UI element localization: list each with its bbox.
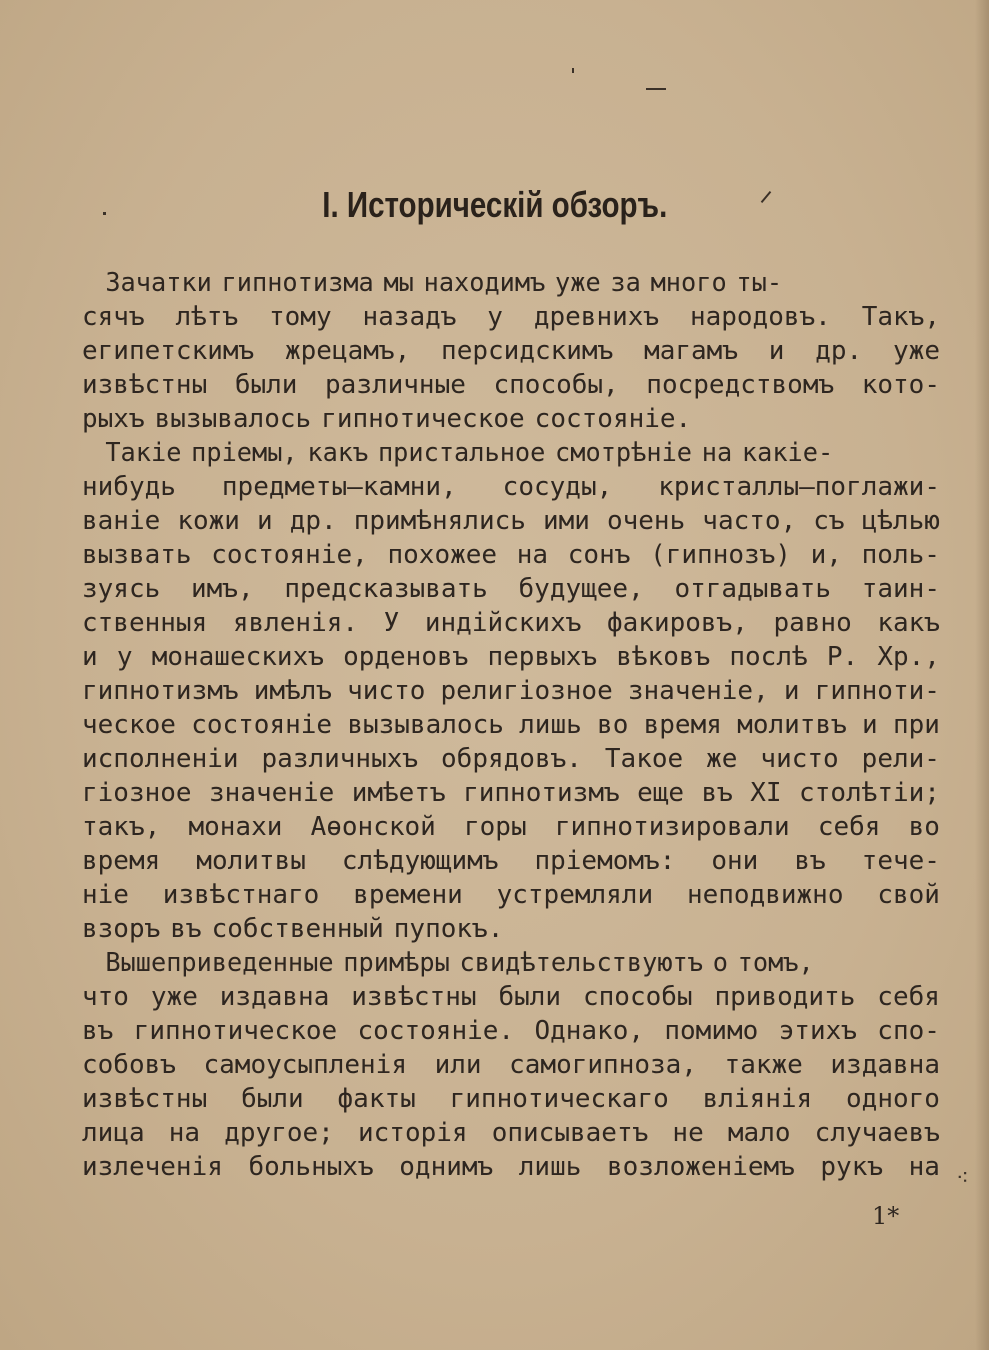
margin-mark: ⁖ [956,1166,969,1191]
text-line: такъ, монахи Аѳонской горы гипнотизировали себя во [82,812,940,842]
text-line: ческое состояніе вызывалось лишь во время молитвъ и при [82,710,940,740]
paragraph [82,436,940,946]
page-number: 1* [872,1202,900,1230]
text-line: лица на другое; исторія описываетъ не мало случаевъ [82,1118,940,1148]
text-line: время молитвы слѣдующимъ пріемомъ: они въ тече- [82,846,940,876]
body-text [82,266,940,1184]
text-line: взоръ въ собственный пупокъ. [82,914,504,944]
top-dash-mark [646,88,666,90]
text-line: извѣстны были различные способы, посредствомъ кото- [82,370,940,400]
paragraph [82,266,940,436]
text-line: гіозное значеніе имѣетъ гипнотизмъ еще въ XI столѣтіи; [82,778,940,808]
text-line: и у монашескихъ орденовъ первыхъ вѣковъ послѣ Р. Хр., [82,642,940,672]
text-line: извѣстны были факты гипнотическаго вліянія одного [82,1084,940,1114]
text-line: что уже издавна извѣстны были способы приводить себя [82,982,940,1012]
text-line: Вышеприведенные примѣры свидѣтельствуютъ о томъ, [105,948,814,978]
page-edge-shadow [975,0,989,1350]
text-line: рыхъ вызывалось гипнотическое состояніе. [82,404,692,434]
text-line: вызвать состояніе, похожее на сонъ (гипнозъ) и, поль- [82,540,940,570]
section-title: I. Историческій обзоръ. [322,184,668,225]
text-line: египетскимъ жрецамъ, персидскимъ магамъ и др. уже [82,336,940,366]
text-line: Такіе пріемы, какъ пристальное смотрѣніе на какіе- [105,438,834,468]
text-line: нибудь предметы—камни, сосуды, кристаллы—поглажи- [82,472,940,502]
text-line: въ гипнотическое состояніе. Однако, помимо этихъ спо- [82,1016,940,1046]
text-line: Зачатки гипнотизма мы находимъ уже за много ты- [105,268,783,298]
text-line: гипнотизмъ имѣлъ чисто религіозное значеніе, и гипноти- [82,676,940,706]
text-line: ніе извѣстнаго времени устремляли неподвижно свой [82,880,940,910]
text-line: исполненіи различныхъ обрядовъ. Такое же чисто рели- [82,744,940,774]
ink-speck [572,68,574,73]
text-line: зуясь имъ, предсказывать будущее, отгадывать таин- [82,574,940,604]
text-line: ственныя явленія. У индійскихъ факировъ, равно какъ [82,608,940,638]
text-line: ваніе кожи и др. примѣнялись ими очень часто, съ цѣлью [82,506,940,536]
paragraph [82,946,940,1184]
text-line: собовъ самоусыпленія или самогипноза, также издавна [82,1050,940,1080]
text-line: сячъ лѣтъ тому назадъ у древнихъ народовъ. Такъ, [82,302,940,332]
text-line: излеченія больныхъ однимъ лишь возложеніемъ рукъ на [82,1152,940,1182]
